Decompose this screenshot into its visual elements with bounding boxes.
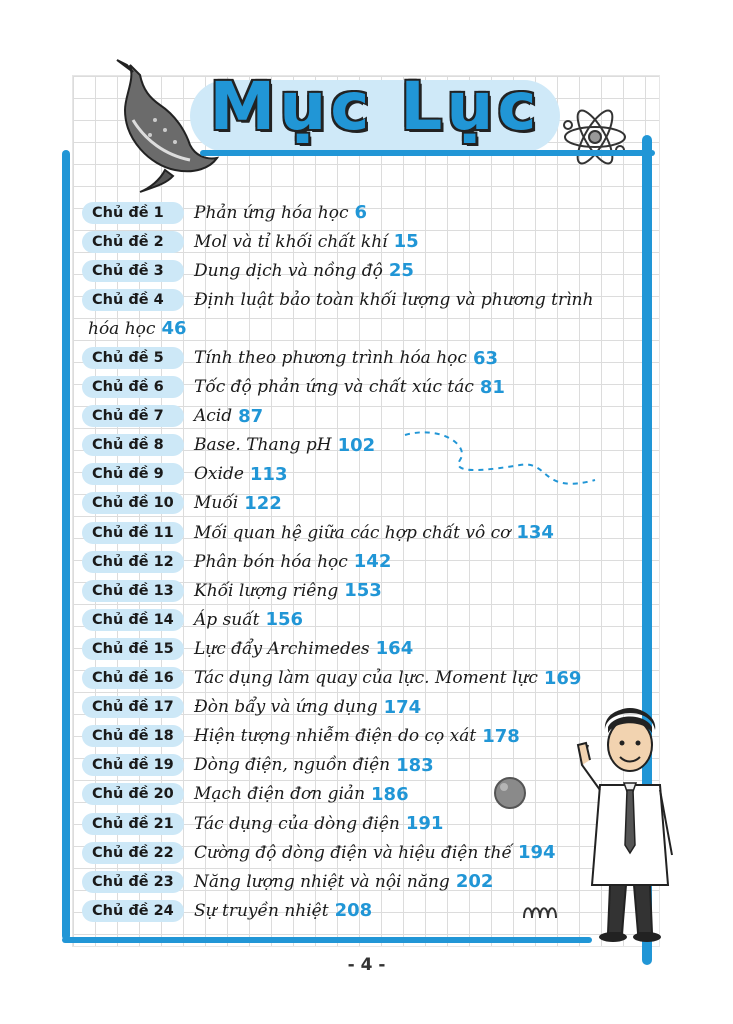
topic-badge: Chủ đề 15 bbox=[82, 638, 184, 660]
table-of-contents bbox=[82, 198, 642, 925]
toc-row[interactable] bbox=[82, 664, 642, 693]
bottom-frame-bar bbox=[62, 937, 592, 943]
page-title: Mục Lục bbox=[209, 68, 541, 145]
page-number: 178 bbox=[482, 725, 520, 747]
toc-row[interactable] bbox=[82, 896, 642, 925]
topic-title: Dòng điện, nguồn điện bbox=[194, 755, 391, 776]
topic-title: Định luật bảo toàn khối lượng và phương trình bbox=[194, 289, 594, 310]
page-number: 153 bbox=[344, 580, 382, 602]
topic-badge: Chủ đề 6 bbox=[82, 376, 184, 398]
toc-row[interactable] bbox=[82, 198, 642, 227]
topic-title: Mối quan hệ giữa các hợp chất vô cơ bbox=[194, 522, 511, 543]
topic-title: Áp suất bbox=[194, 609, 260, 630]
topic-badge: Chủ đề 5 bbox=[82, 347, 184, 369]
toc-row[interactable] bbox=[82, 431, 642, 460]
topic-badge: Chủ đề 11 bbox=[82, 522, 184, 544]
topic-title: Tốc độ phản ứng và chất xúc tác bbox=[194, 377, 474, 398]
toc-row[interactable] bbox=[82, 838, 642, 867]
toc-row[interactable] bbox=[82, 285, 642, 314]
topic-badge: Chủ đề 16 bbox=[82, 667, 184, 689]
toc-row[interactable] bbox=[82, 867, 642, 896]
page-number: 194 bbox=[517, 842, 556, 864]
toc-row[interactable] bbox=[82, 460, 642, 489]
topic-badge: Chủ đề 18 bbox=[82, 725, 184, 747]
topic-title: Cường độ dòng điện và hiệu điện thế bbox=[194, 842, 512, 863]
topic-title-continued: hóa học bbox=[88, 318, 156, 339]
toc-row[interactable] bbox=[82, 605, 642, 634]
topic-title: Mol và tỉ khối chất khí bbox=[194, 231, 388, 252]
topic-title: Tác dụng của dòng điện bbox=[194, 813, 400, 834]
page-number: 81 bbox=[479, 376, 505, 398]
page-number: 202 bbox=[455, 871, 494, 893]
teacher-illustration bbox=[580, 705, 680, 945]
page-number: 134 bbox=[516, 522, 554, 544]
toc-row[interactable] bbox=[82, 402, 642, 431]
page-number: 87 bbox=[238, 405, 264, 427]
ball-icon bbox=[492, 775, 528, 811]
toc-row-continuation[interactable] bbox=[82, 314, 642, 343]
top-frame-bar bbox=[200, 150, 655, 156]
topic-badge: Chủ đề 3 bbox=[82, 260, 184, 282]
left-frame-bar bbox=[62, 150, 70, 940]
topic-badge: Chủ đề 21 bbox=[82, 813, 184, 835]
topic-badge: Chủ đề 10 bbox=[82, 492, 184, 514]
topic-badge: Chủ đề 20 bbox=[82, 783, 184, 805]
topic-badge: Chủ đề 7 bbox=[82, 405, 184, 427]
topic-badge: Chủ đề 22 bbox=[82, 842, 184, 864]
page-number: 183 bbox=[396, 754, 434, 776]
topic-title: Dung dịch và nồng độ bbox=[194, 260, 383, 281]
topic-badge: Chủ đề 8 bbox=[82, 434, 184, 456]
toc-row[interactable] bbox=[82, 809, 642, 838]
topic-badge: Chủ đề 24 bbox=[82, 900, 184, 922]
topic-badge: Chủ đề 1 bbox=[82, 202, 184, 224]
topic-badge: Chủ đề 12 bbox=[82, 551, 184, 573]
topic-title: Acid bbox=[194, 406, 233, 427]
page-number: 142 bbox=[353, 551, 392, 573]
page-number: 169 bbox=[543, 667, 582, 689]
spring-icon bbox=[522, 903, 558, 923]
toc-row[interactable] bbox=[82, 693, 642, 722]
page-number: 46 bbox=[161, 318, 187, 340]
page-number: 102 bbox=[337, 434, 376, 456]
topic-title: Sự truyền nhiệt bbox=[194, 900, 329, 921]
topic-title: Oxide bbox=[194, 464, 244, 485]
toc-row[interactable] bbox=[82, 373, 642, 402]
toc-row[interactable] bbox=[82, 227, 642, 256]
topic-title: Phân bón hóa học bbox=[194, 551, 348, 572]
topic-title: Năng lượng nhiệt và nội năng bbox=[194, 871, 450, 892]
toc-row[interactable] bbox=[82, 576, 642, 605]
topic-badge: Chủ đề 14 bbox=[82, 609, 184, 631]
topic-badge: Chủ đề 13 bbox=[82, 580, 184, 602]
page-number: 191 bbox=[405, 813, 444, 835]
toc-row[interactable] bbox=[82, 256, 642, 285]
topic-title: Base. Thang pH bbox=[194, 435, 332, 456]
toc-row[interactable] bbox=[82, 343, 642, 372]
topic-title: Lực đẩy Archimedes bbox=[194, 638, 370, 659]
page-number: 156 bbox=[265, 609, 304, 631]
topic-badge: Chủ đề 19 bbox=[82, 754, 184, 776]
topic-title: Mạch điện đơn giản bbox=[194, 784, 366, 805]
toc-row[interactable] bbox=[82, 634, 642, 663]
topic-badge: Chủ đề 2 bbox=[82, 231, 184, 253]
toc-row[interactable] bbox=[82, 489, 642, 518]
topic-badge: Chủ đề 23 bbox=[82, 871, 184, 893]
toc-row[interactable] bbox=[82, 722, 642, 751]
page-number: 164 bbox=[375, 638, 414, 660]
topic-badge: Chủ đề 4 bbox=[82, 289, 184, 311]
topic-badge: Chủ đề 9 bbox=[82, 463, 184, 485]
toc-row[interactable] bbox=[82, 780, 642, 809]
toc-row[interactable] bbox=[82, 518, 642, 547]
topic-title: Tính theo phương trình hóa học bbox=[194, 348, 467, 369]
topic-badge: Chủ đề 17 bbox=[82, 696, 184, 718]
page-number: 186 bbox=[371, 783, 409, 805]
topic-title: Phản ứng hóa học bbox=[194, 202, 349, 223]
toc-row[interactable] bbox=[82, 751, 642, 780]
page-number: 63 bbox=[472, 347, 498, 369]
page-number: 113 bbox=[249, 463, 288, 485]
topic-title: Tác dụng làm quay của lực. Moment lực bbox=[194, 668, 538, 689]
page-number: 208 bbox=[334, 900, 373, 922]
topic-title: Đòn bẩy và ứng dụng bbox=[194, 697, 378, 718]
topic-title: Khối lượng riêng bbox=[194, 580, 339, 601]
page-number: 25 bbox=[388, 260, 414, 282]
page-number: 6 bbox=[354, 202, 368, 224]
page-number: 174 bbox=[383, 696, 422, 718]
page-footer-number: - 4 - bbox=[347, 955, 386, 975]
topic-title: Muối bbox=[194, 493, 239, 514]
page-number: 15 bbox=[393, 231, 419, 253]
page-number: 122 bbox=[244, 492, 282, 514]
toc-row[interactable] bbox=[82, 547, 642, 576]
topic-title: Hiện tượng nhiễm điện do cọ xát bbox=[194, 726, 477, 747]
atom-icon bbox=[560, 105, 630, 170]
